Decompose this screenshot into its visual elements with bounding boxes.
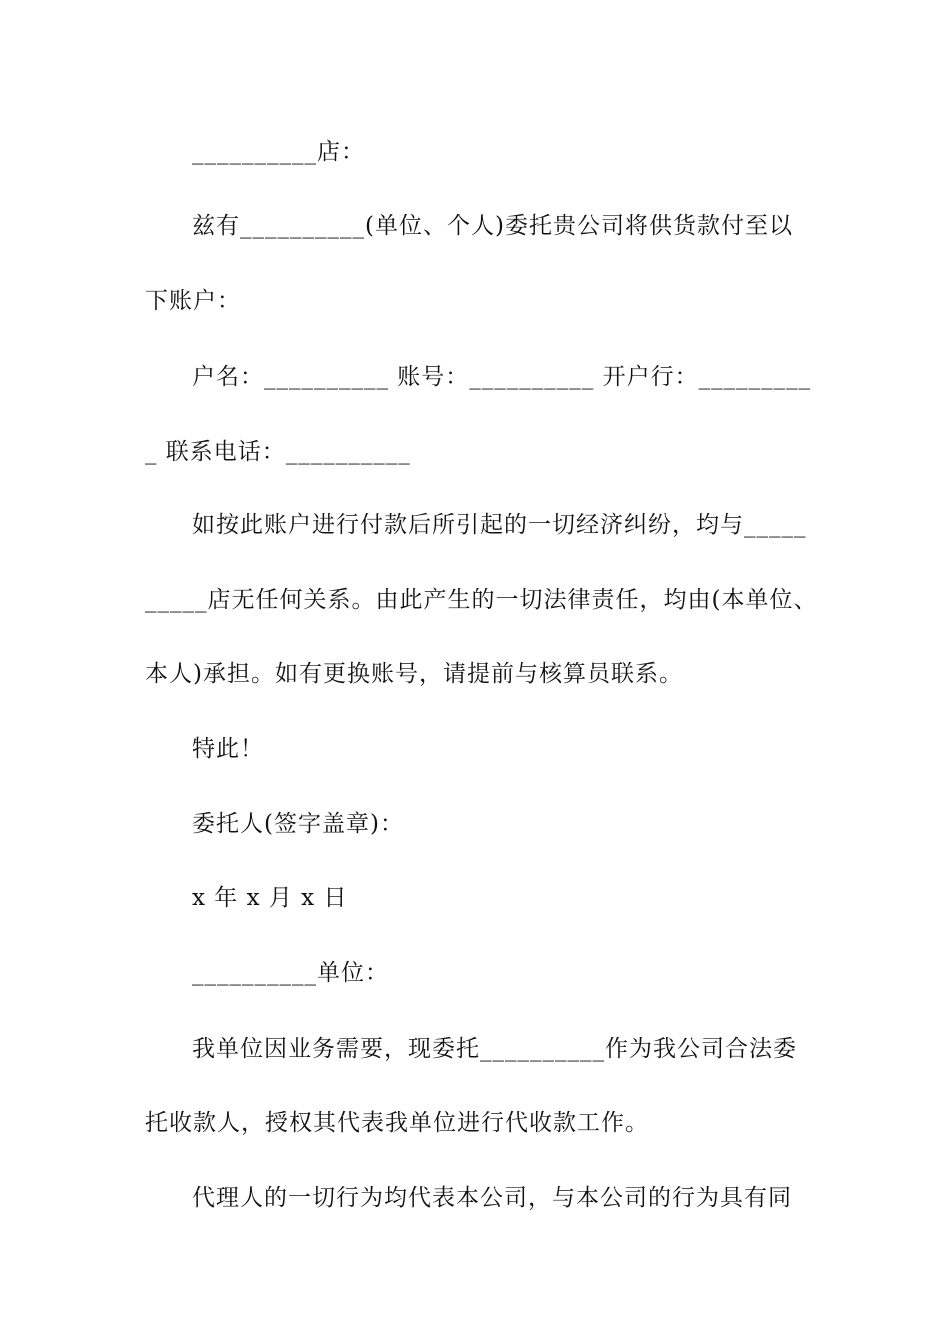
- paragraph-line: 下账户：: [145, 288, 241, 314]
- paragraph-line: 本人)承担。如有更换账号，请提前与核算员联系。: [145, 661, 683, 687]
- store-heading-line: __________店：: [192, 139, 365, 165]
- paragraph-line: 如按此账户进行付款后所引起的一切经济纠纷，均与_____: [192, 512, 807, 538]
- paragraph-line: 我单位因业务需要，现委托__________作为我公司合法委: [192, 1036, 797, 1062]
- account-info-line: 户名：__________ 账号：__________ 开户行：_________: [192, 364, 812, 390]
- paragraph-line: 托收款人，授权其代表我单位进行代收款工作。: [145, 1110, 649, 1136]
- paragraph-line: 代理人的一切行为均代表本公司，与本公司的行为具有同: [192, 1185, 792, 1211]
- paragraph-line: _____店无任何关系。由此产生的一切法律责任，均由(本单位、: [145, 587, 818, 613]
- closing-line: 特此！: [192, 736, 264, 762]
- paragraph-line: 兹有__________(单位、个人)委托贵公司将供货款付至以: [192, 213, 793, 239]
- contact-phone-line: _ 联系电话：__________: [145, 439, 411, 465]
- signature-label: 委托人(签字盖章)：: [192, 811, 404, 837]
- unit-heading-line: __________单位：: [192, 960, 389, 986]
- date-line: x 年 x 月 x 日: [192, 885, 348, 911]
